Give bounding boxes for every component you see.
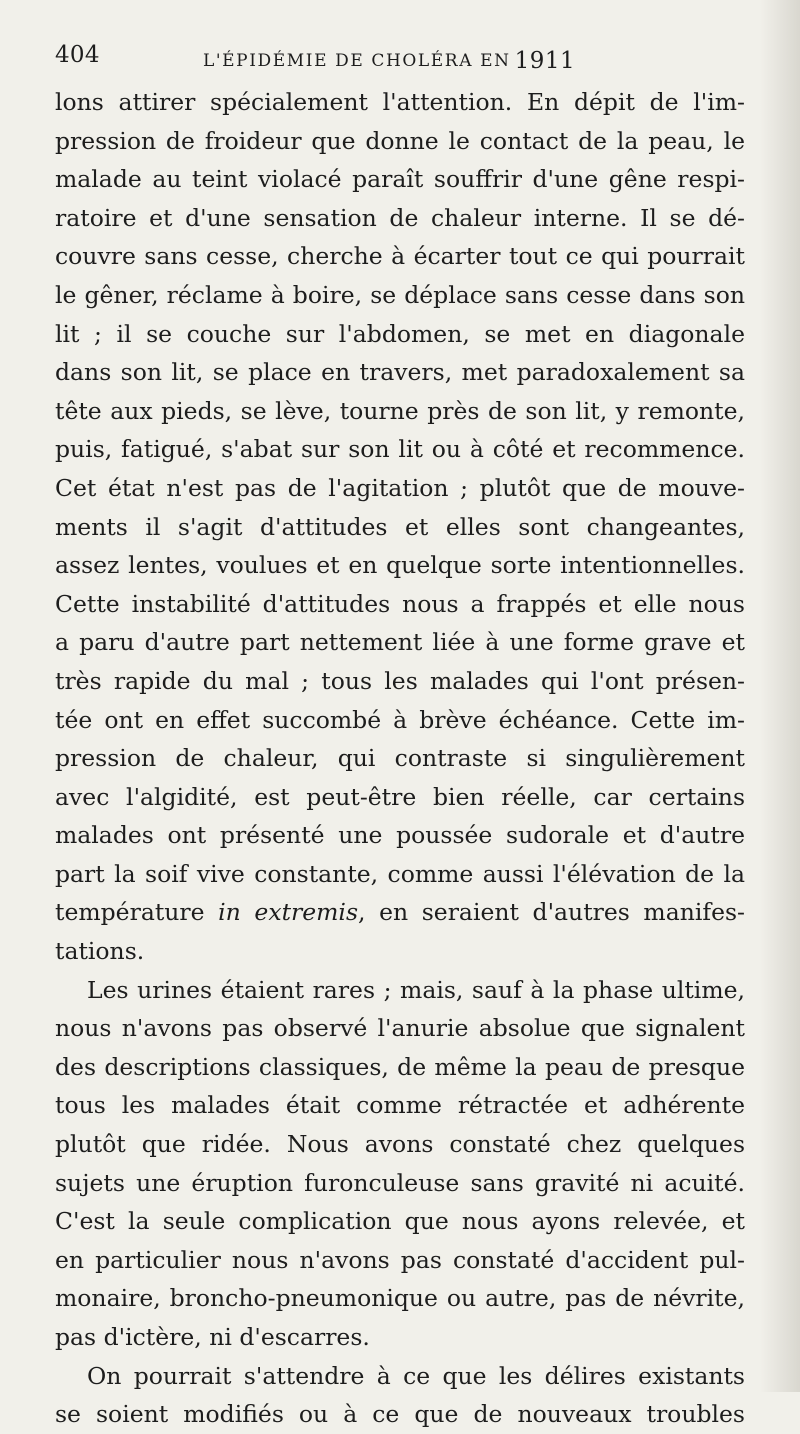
text-line: lit ; il se couche sur l'abdomen, se met en diagonale: [55, 319, 745, 348]
text-line: ratoire et d'une sensation de chaleur interne. Il se dé-: [55, 203, 745, 232]
text-line: en particulier nous n'avons pas constaté d'accident pul-: [55, 1245, 745, 1274]
paragraph: [55, 971, 745, 1357]
text-line: C'est la seule complication que nous ayons relevée, et: [55, 1207, 745, 1236]
text-line: Cet état n'est pas de l'agitation ; plutôt que de mouve-: [55, 473, 745, 502]
text-line: très rapide du mal ; tous les malades qui l'ont présen-: [55, 666, 745, 695]
paragraph: [55, 1357, 745, 1434]
text-line: sujets une éruption furonculeuse sans gravité ni acuité.: [55, 1168, 745, 1197]
text-line: monaire, broncho-pneumonique ou autre, pas de névrite,: [55, 1284, 745, 1313]
text-line: puis, fatigué, s'abat sur son lit ou à côté et recommence.: [55, 435, 745, 464]
text-line: dans son lit, se place en travers, met paradoxalement sa: [55, 358, 745, 387]
text-line: avec l'algidité, est peut-être bien réelle, car certains: [55, 782, 745, 811]
text-line: ments il s'agit d'attitudes et elles sont changeantes,: [55, 512, 745, 541]
scan-edge-shadow: [760, 0, 800, 1392]
text-line: nous n'avons pas observé l'anurie absolue que signalent: [55, 1014, 745, 1043]
text-line: couvre sans cesse, cherche à écarter tout ce qui pourrait: [55, 242, 745, 271]
text-line-with-italic: [55, 893, 745, 932]
page-header: [55, 40, 745, 74]
running-head: [203, 46, 575, 72]
text-line: malade au teint violacé paraît souffrir d'une gêne respi-: [55, 165, 745, 194]
text-line: pression de froideur que donne le contact de la peau, le: [55, 126, 745, 155]
italic-phrase: in extremis: [218, 898, 359, 927]
text-line: On pourrait s'attendre à ce que les délires existants: [87, 1361, 745, 1390]
text-line: pression de chaleur, qui contraste si singulièrement: [55, 744, 745, 773]
text-line: tée ont en effet succombé à brève échéance. Cette im-: [55, 705, 745, 734]
text-segment: , en seraient d'autres manifes-: [358, 898, 745, 927]
text-line: a paru d'autre part nettement liée à une forme grave et: [55, 628, 745, 657]
text-line: tous les malades était comme rétractée et adhérente: [55, 1091, 745, 1120]
text-line: pas d'ictère, ni d'escarres.: [55, 1323, 370, 1351]
running-head-title: L'ÉPIDÉMIE DE CHOLÉRA EN: [203, 51, 511, 71]
text-line: part la soif vive constante, comme aussi l'élévation de la: [55, 859, 745, 888]
running-head-year: 1911: [514, 48, 576, 74]
text-line: le gêner, réclame à boire, se déplace sans cesse dans son: [55, 280, 745, 309]
text-line: tête aux pieds, se lève, tourne près de son lit, y remonte,: [55, 396, 745, 425]
text-line: assez lentes, voulues et en quelque sorte intentionnelles.: [55, 551, 745, 580]
page-number: 404: [55, 42, 100, 68]
text-line: malades ont présenté une poussée sudorale et d'autre: [55, 821, 745, 850]
text-segment: température: [55, 898, 219, 927]
text-line: des descriptions classiques, de même la peau de presque: [55, 1052, 745, 1081]
paragraph: [55, 83, 745, 971]
text-line: lons attirer spécialement l'attention. En dépit de l'im-: [55, 88, 745, 116]
text-line: se soient modifiés ou à ce que de nouveaux troubles: [55, 1400, 745, 1429]
text-line: Cette instabilité d'attitudes nous a frappés et elle nous: [55, 589, 745, 618]
text-line: plutôt que ridée. Nous avons constaté chez quelques: [55, 1130, 745, 1159]
body-text: [55, 83, 745, 1434]
text-line: Les urines étaient rares ; mais, sauf à la phase ultime,: [87, 975, 745, 1004]
text-line: tations.: [55, 937, 145, 966]
